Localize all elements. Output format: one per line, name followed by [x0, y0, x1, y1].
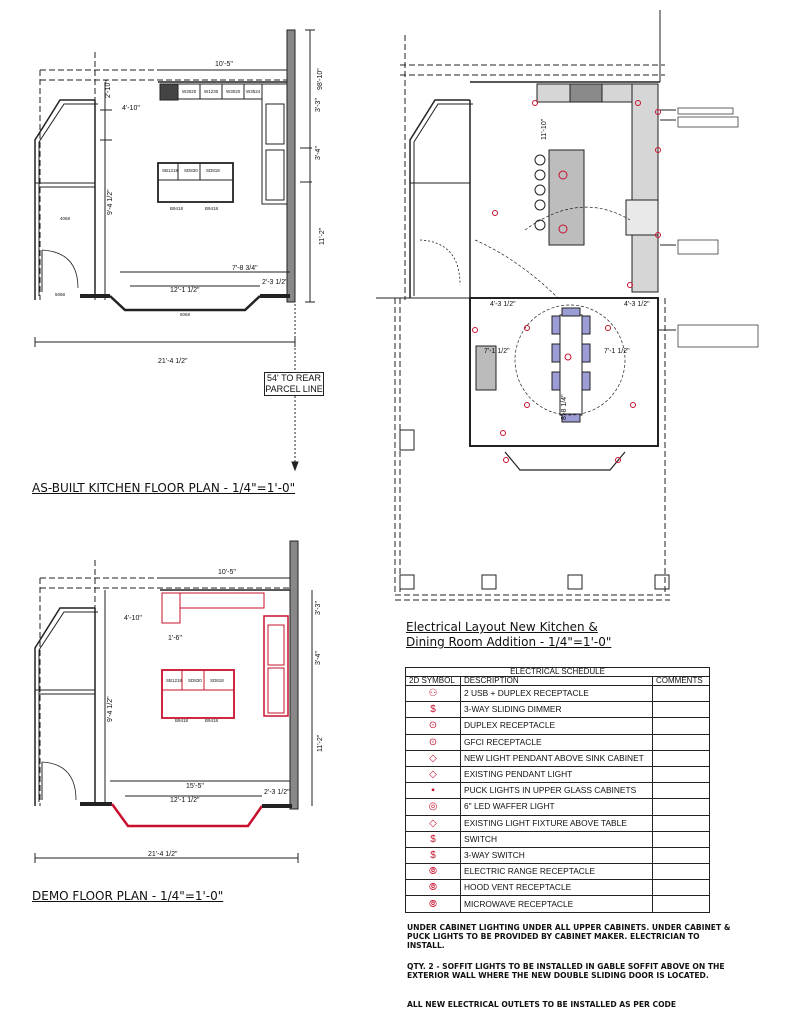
schedule-comment	[653, 686, 710, 702]
schedule-comment	[653, 880, 710, 896]
schedule-comment	[653, 864, 710, 880]
exterior-wall-right	[287, 30, 295, 302]
puck-light-icon: ▪	[406, 783, 461, 799]
demo-dim-left-1-6: 1'-6"	[168, 635, 182, 642]
switch-icon: $	[406, 831, 461, 847]
elec-dim-4-3a: 4'-3 1/2"	[490, 301, 516, 308]
schedule-comment	[653, 799, 710, 815]
elec-dim-7-1a: 7'-1 1/2"	[484, 348, 510, 355]
elec-dim-8-8: 8'-8 1/4"	[561, 394, 568, 420]
schedule-comment	[653, 702, 710, 718]
schedule-row	[406, 815, 710, 831]
schedule-description: MICROWAVE RECEPTACLE	[461, 896, 653, 912]
demo-dim-right-3-4: 3'-4"	[315, 651, 322, 665]
dim-left-2-10: 2'-10"	[105, 80, 112, 98]
dimmer-3way-icon: $	[406, 702, 461, 718]
elec-dim-4-3b: 4'-3 1/2"	[624, 301, 650, 308]
cab-w1230: W1230	[204, 89, 219, 94]
dim-overall-width: 21'-4 1/2"	[158, 358, 188, 365]
schedule-comment	[653, 831, 710, 847]
schedule-col-comments: COMMENTS	[653, 677, 710, 686]
island-sd818: SD818	[206, 168, 220, 173]
demo-island-sd818: SD818	[210, 678, 224, 683]
elec-dim-7-1b: 7'-1 1/2"	[604, 348, 630, 355]
demo-island-b9418b: B9418	[205, 718, 219, 723]
schedule-description: 3-WAY SLIDING DIMMER	[461, 702, 653, 718]
door-4068: 4068	[60, 216, 71, 221]
schedule-comment	[653, 750, 710, 766]
demo-island-sd830: SD830	[188, 678, 202, 683]
demo-dim-left-9-4: 9'-4 1/2"	[107, 696, 114, 722]
demo-plan	[35, 541, 312, 863]
island-sb1218: SB1218	[162, 168, 179, 173]
schedule-row	[406, 750, 710, 766]
demo-dim-overall-width: 21'-4 1/2"	[148, 851, 178, 858]
exterior-wall-right-demo	[290, 541, 298, 809]
schedule-row	[406, 766, 710, 782]
demo-dim-right-11-2: 11'-2"	[317, 734, 324, 752]
schedule-description: PUCK LIGHTS IN UPPER GLASS CABINETS	[461, 783, 653, 799]
schedule-row	[406, 783, 710, 799]
microwave-receptacle-icon: ⦾	[406, 896, 461, 912]
schedule-description: 2 USB + DUPLEX RECEPTACLE	[461, 686, 653, 702]
dim-right-11-2: 11'-2"	[319, 227, 326, 245]
receptacle-usb-icon: ⚇	[406, 686, 461, 702]
schedule-row	[406, 880, 710, 896]
demo-island-b9418a: B9418	[175, 718, 189, 723]
door-6068: 6068	[180, 312, 191, 317]
dim-right-3-4: 3'-4"	[315, 146, 322, 160]
note-under-cabinet: UNDER CABINET LIGHTING UNDER ALL UPPER CABINETS. UNDER CABINET & PUCK LIGHTS TO BE PROVIDED BY CABINET MAKER. ELECTRICIAN TO INSTALL.	[407, 923, 731, 951]
cab-w3524: W3524	[246, 89, 261, 94]
cab-w3020: W3020	[182, 89, 197, 94]
demo-dim-right-3-3: 3'-3"	[315, 601, 322, 615]
schedule-comment	[653, 783, 710, 799]
demo-dim-top-10-5: 10'-5"	[218, 569, 236, 576]
led-waffer-icon: ◎	[406, 799, 461, 815]
schedule-description: 6" LED WAFFER LIGHT	[461, 799, 653, 815]
parcel-line-text-1: 54' TO REAR	[267, 373, 321, 383]
schedule-description: SWITCH	[461, 831, 653, 847]
hood-receptacle-icon: ⦾	[406, 880, 461, 896]
island-b9418b: B9418	[205, 206, 219, 211]
switch-3way-icon: $	[406, 847, 461, 863]
schedule-row	[406, 718, 710, 734]
schedule-description: NEW LIGHT PENDANT ABOVE SINK CABINET	[461, 750, 653, 766]
schedule-comment	[653, 815, 710, 831]
as-built-plan	[35, 30, 315, 470]
schedule-col-description: DESCRIPTION	[461, 677, 653, 686]
schedule-description: 3-WAY SWITCH	[461, 847, 653, 863]
pendant-existing-icon: ◇	[406, 766, 461, 782]
schedule-row	[406, 896, 710, 912]
demo-dim-bottom-15-5: 15'-5"	[186, 783, 204, 790]
receptacle-gfci-icon: ⊙	[406, 734, 461, 750]
schedule-row	[406, 864, 710, 880]
schedule-comment	[653, 896, 710, 912]
island-sd830: SD830	[184, 168, 198, 173]
schedule-row	[406, 799, 710, 815]
schedule-comment	[653, 766, 710, 782]
demo-dim-bottom-12-1: 12'-1 1/2"	[170, 797, 200, 804]
parcel-line-callout	[264, 372, 324, 396]
pendant-new-icon: ◇	[406, 750, 461, 766]
note-soffit-lights: QTY. 2 - SOFFIT LIGHTS TO BE INSTALLED IN GABLE SOFFIT ABOVE ON THE EXTERIOR WALL WHERE THE NEW DOUBLE SLIDING DOOR IS LOCATED.	[407, 962, 725, 981]
schedule-caption: ELECTRICAL SCHEDULE	[406, 668, 710, 677]
electrical-callouts	[678, 108, 758, 347]
dim-bottom-12-1: 12'-1 1/2"	[170, 287, 200, 294]
electrical-schedule	[405, 667, 710, 913]
schedule-description: HOOD VENT RECEPTACLE	[461, 880, 653, 896]
schedule-comment	[653, 847, 710, 863]
title-demo: DEMO FLOOR PLAN - 1/4"=1'-0"	[32, 889, 224, 903]
schedule-body	[406, 686, 710, 913]
schedule-col-symbol: 2D SYMBOL	[406, 677, 461, 686]
note-code: ALL NEW ELECTRICAL OUTLETS TO BE INSTALLED AS PER CODE	[407, 1000, 677, 1009]
title-electrical	[406, 620, 611, 650]
dim-bottom-2-3: 2'-3 1/2"	[262, 279, 288, 286]
schedule-row	[406, 847, 710, 863]
title-electrical-line2: Dining Room Addition - 1/4"=1'-0"	[406, 635, 612, 649]
dim-left-4-10: 4'-10"	[122, 105, 140, 112]
cab-w3020b: W3020	[226, 89, 241, 94]
dim-overall-right: 98'-10"	[317, 68, 324, 90]
dim-right-3-3: 3'-3"	[315, 98, 322, 112]
island-b9418a: B9418	[170, 206, 184, 211]
dim-mid-7-8: 7'-8 3/4"	[232, 265, 258, 272]
schedule-description: GFCI RECEPTACLE	[461, 734, 653, 750]
title-electrical-line1: Electrical Layout New Kitchen &	[406, 620, 598, 634]
schedule-row	[406, 734, 710, 750]
dim-top-10-5: 10'-5"	[215, 61, 233, 68]
door-5068: 5068	[55, 292, 66, 297]
schedule-description: EXISTING LIGHT FIXTURE ABOVE TABLE	[461, 815, 653, 831]
elec-dim-11-10: 11'-10"	[541, 118, 548, 140]
title-as-built: AS-BUILT KITCHEN FLOOR PLAN - 1/4"=1'-0"	[32, 481, 296, 495]
schedule-row	[406, 686, 710, 702]
schedule-row	[406, 831, 710, 847]
receptacle-duplex-icon: ⊙	[406, 718, 461, 734]
schedule-description: EXISTING PENDANT LIGHT	[461, 766, 653, 782]
demo-dim-bottom-2-3: 2'-3 1/2"	[264, 789, 290, 796]
schedule-comment	[653, 734, 710, 750]
demo-dim-left-4-10: 4'-10"	[124, 615, 142, 622]
range-receptacle-icon: ⦾	[406, 864, 461, 880]
schedule-description: DUPLEX RECEPTACLE	[461, 718, 653, 734]
parcel-line-text-2: PARCEL LINE	[265, 384, 323, 394]
schedule-row	[406, 702, 710, 718]
demo-island-sb1218: SB1218	[166, 678, 183, 683]
schedule-comment	[653, 718, 710, 734]
fixture-table-icon: ◇	[406, 815, 461, 831]
dim-left-9-4: 9'-4 1/2"	[107, 189, 114, 215]
schedule-description: ELECTRIC RANGE RECEPTACLE	[461, 864, 653, 880]
